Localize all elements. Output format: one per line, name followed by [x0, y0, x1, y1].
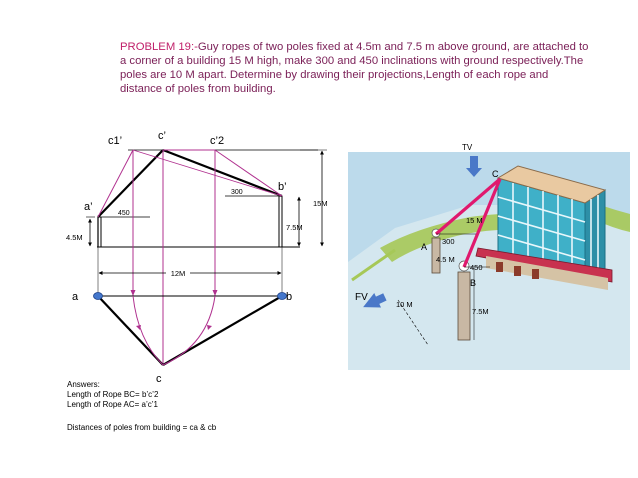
answers-heading: Answers:	[67, 380, 100, 389]
pole-b-pictorial	[458, 272, 470, 340]
dim-75m-label: 7.5M	[286, 223, 303, 232]
label-b: b	[286, 291, 293, 303]
pictorial-15m-label: 15 M	[466, 216, 483, 225]
answer-distance: Distances of poles from building = ca & cb	[67, 423, 217, 432]
label-a-prime: a’	[84, 201, 93, 213]
tv-arrow	[470, 156, 478, 168]
answers-block	[67, 380, 216, 433]
arc-c1	[133, 296, 163, 365]
angle-450-label: 450	[118, 210, 130, 217]
answer-ac: Length of Rope AC= a’c’1	[67, 400, 158, 409]
pictorial-b-label: B	[470, 278, 477, 288]
label-c2-prime: c’2	[210, 135, 225, 147]
answer-bc: Length of Rope BC= b’c’2	[67, 390, 159, 399]
pictorial-450-label: 450	[470, 263, 483, 272]
pictorial-fv-label: FV	[355, 292, 368, 303]
true-length-ac	[98, 150, 133, 217]
pictorial-a-label: A	[421, 242, 428, 252]
angle-300-label: 300	[231, 189, 243, 196]
rope-bc-elevation	[163, 150, 282, 196]
dim-45m-label: 4.5M	[66, 233, 83, 242]
label-a: a	[72, 291, 79, 303]
dim-15m-label: 15M	[313, 199, 328, 208]
pictorial-c-label: C	[492, 169, 499, 179]
pictorial-10m-label: 10 M	[396, 300, 413, 309]
pictorial-300-label: 300	[442, 237, 455, 246]
rope-ac-plan	[98, 296, 163, 365]
problem-text: Guy ropes of two poles fixed at 4.5m and 7.5 m above ground, are attached to a corner of a building 15 M high, make 300 and 450 inclinations with ground respectively.The poles are 10 M apart. Determine by drawing their projections,Length of each rope and distance of poles from building.	[120, 41, 589, 95]
rope-ac-elevation	[98, 150, 163, 217]
label-c-prime: c’	[158, 130, 166, 142]
pole-a-plan-marker	[94, 293, 103, 300]
label-c1-prime: c1’	[108, 135, 123, 147]
label-c: c	[156, 373, 162, 385]
dim-12m-label: 12M	[170, 269, 186, 278]
pictorial-75m-label: 7.5M	[472, 307, 489, 316]
pictorial-tv-label: TV	[462, 143, 473, 152]
arc-c2	[163, 296, 215, 365]
pictorial-view	[348, 152, 630, 370]
label-b-prime: b’	[278, 181, 287, 193]
pictorial-45m-label: 4.5 M	[436, 255, 455, 264]
problem-label: PROBLEM 19:-	[120, 41, 198, 53]
